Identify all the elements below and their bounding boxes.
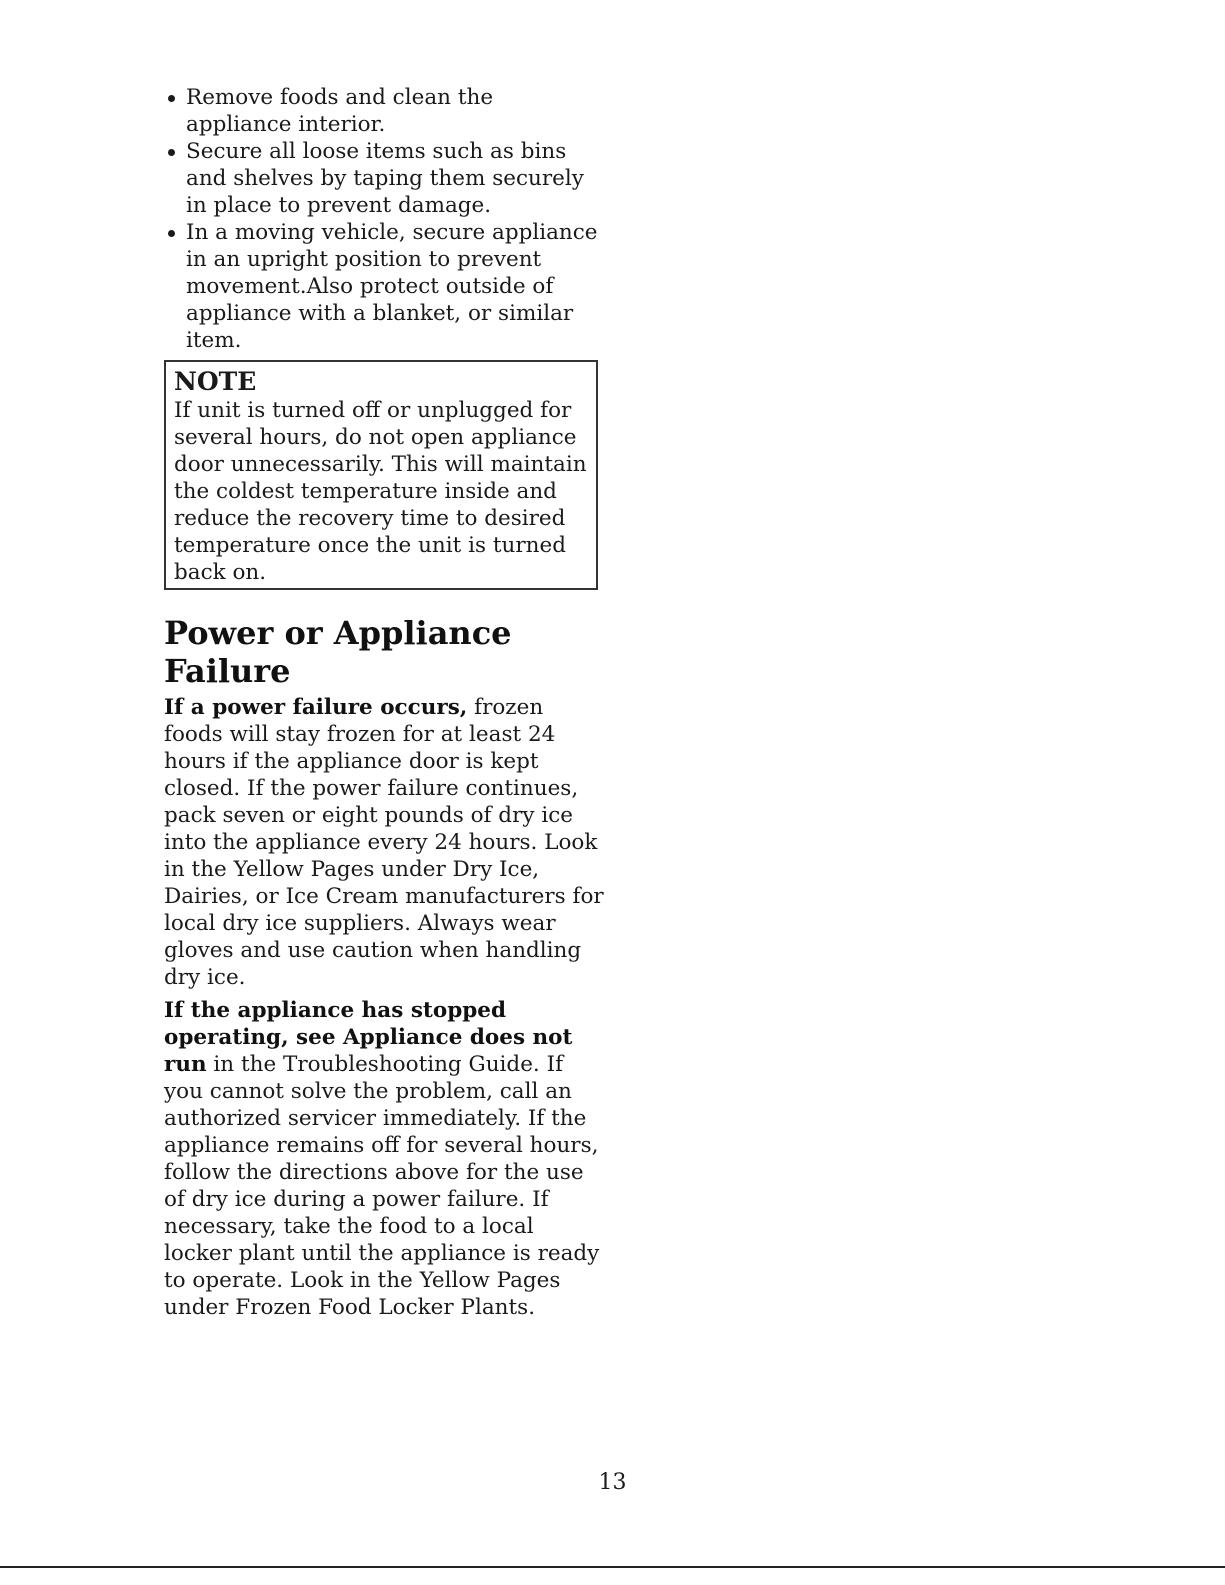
page-bottom-divider <box>0 1566 1225 1568</box>
power-failure-lead: If a power failure occurs, <box>164 695 468 720</box>
stopped-operating-text: in the Troubleshooting Guide. If you cannot solve the problem, call an authorized servicer immediately. If the appliance remains off for several hours, follow the directions above for the use of dry ice during a power failure. If necessary, take the food to a local locker plant until the appliance is ready to operate. Look in the Yellow Pages under Frozen Food Locker Plants. <box>164 1052 600 1320</box>
list-item-text: Remove foods and clean the appliance interior. <box>186 85 494 137</box>
list-item <box>164 84 604 138</box>
power-failure-paragraph <box>164 694 604 991</box>
stopped-operating-paragraph <box>164 997 604 1321</box>
note-box <box>164 360 598 590</box>
moving-instructions-list <box>164 84 604 354</box>
list-item-text: Secure all loose items such as bins and shelves by taping them securely in place to prevent damage. <box>186 139 584 218</box>
list-item <box>164 138 604 219</box>
bullet-icon <box>168 95 175 102</box>
page-number: 13 <box>598 1470 627 1495</box>
note-body: If unit is turned off or unplugged for several hours, do not open appliance door unnecessarily. This will maintain the coldest temperature inside and reduce the recovery time to desired temperature once the unit is turned back on. <box>174 398 587 585</box>
power-failure-text: frozen foods will stay frozen for at least 24 hours if the appliance door is kept closed. If the power failure continues, pack seven or eight pounds of dry ice into the appliance every 24 hours. Look in the Yellow Pages under Dry Ice, Dairies, or Ice Cream manufacturers for local dry ice suppliers. Always wear gloves and use caution when handling dry ice. <box>164 695 604 990</box>
note-title: NOTE <box>174 367 257 396</box>
main-column <box>164 84 604 1327</box>
list-item-text: In a moving vehicle, secure appliance in an upright position to prevent movement.Also protect outside of appliance with a blanket, or similar item. <box>186 220 598 353</box>
bullet-icon <box>168 149 175 156</box>
section-heading: Power or Appliance Failure <box>164 614 512 690</box>
bullet-icon <box>168 230 175 237</box>
stopped-operating-lead: If the appliance has stopped operating, see Appliance does not run <box>164 998 573 1077</box>
list-item <box>164 219 604 354</box>
